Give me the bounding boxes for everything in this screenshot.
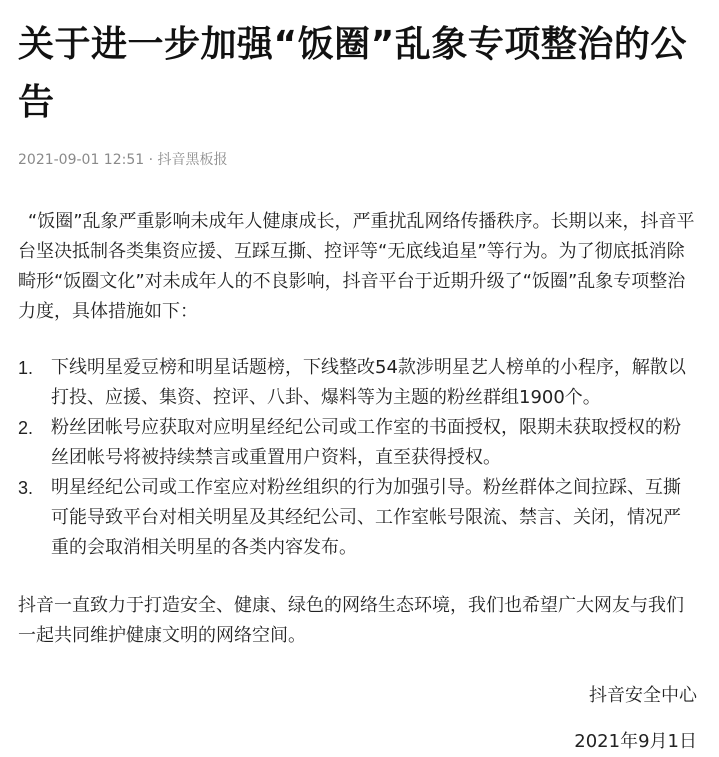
list-item-number: 3. bbox=[18, 478, 34, 498]
list-item-text: 明星经纪公司或工作室应对粉丝组织的行为加强引导。粉丝群体之间拉踩、互撕可能导致平台对相关明星及其经纪公司、工作室帐号限流、禁言、关闭，情况严重的会取消相关明星的各类内容发布。 bbox=[51, 477, 681, 558]
measures-list bbox=[18, 353, 697, 563]
list-item-text: 下线明星爱豆榜和明星话题榜，下线整改54款涉明星艺人榜单的小程序，解散以打投、应援、集资、控评、八卦、爆料等为主题的粉丝群组1900个。 bbox=[51, 357, 686, 408]
closing-paragraph: 抖音一直致力于打造安全、健康、绿色的网络生态环境，我们也希望广大网友与我们一起共同维护健康文明的网络空间。 bbox=[18, 595, 684, 646]
signature-date: 2021年9月1日 bbox=[574, 731, 697, 752]
list-item-number: 2. bbox=[18, 418, 34, 438]
article-title: 关于进一步加强“饭圈”乱象专项整治的公告 bbox=[18, 24, 687, 123]
list-item bbox=[18, 353, 697, 413]
article-meta: 2021-09-01 12:51 · 抖音黑板报 bbox=[18, 152, 228, 168]
list-item bbox=[18, 413, 697, 473]
list-item bbox=[18, 473, 697, 563]
list-item-number: 1. bbox=[18, 358, 34, 378]
list-item-text: 粉丝团帐号应获取对应明星经纪公司或工作室的书面授权，限期未获取授权的粉丝团帐号将被持续禁言或重置用户资料，直至获得授权。 bbox=[51, 417, 681, 468]
intro-paragraph: “饭圈”乱象严重影响未成年人健康成长，严重扰乱网络传播秩序。长期以来，抖音平台坚决抵制各类集资应援、互踩互撕、控评等“无底线追星”等行为。为了彻底抵消除畸形“饭圈文化”对未成年人的不良影响，抖音平台于近期升级了“饭圈”乱象专项整治力度，具体措施如下： bbox=[18, 211, 695, 322]
signature-org: 抖音安全中心 bbox=[589, 685, 697, 706]
